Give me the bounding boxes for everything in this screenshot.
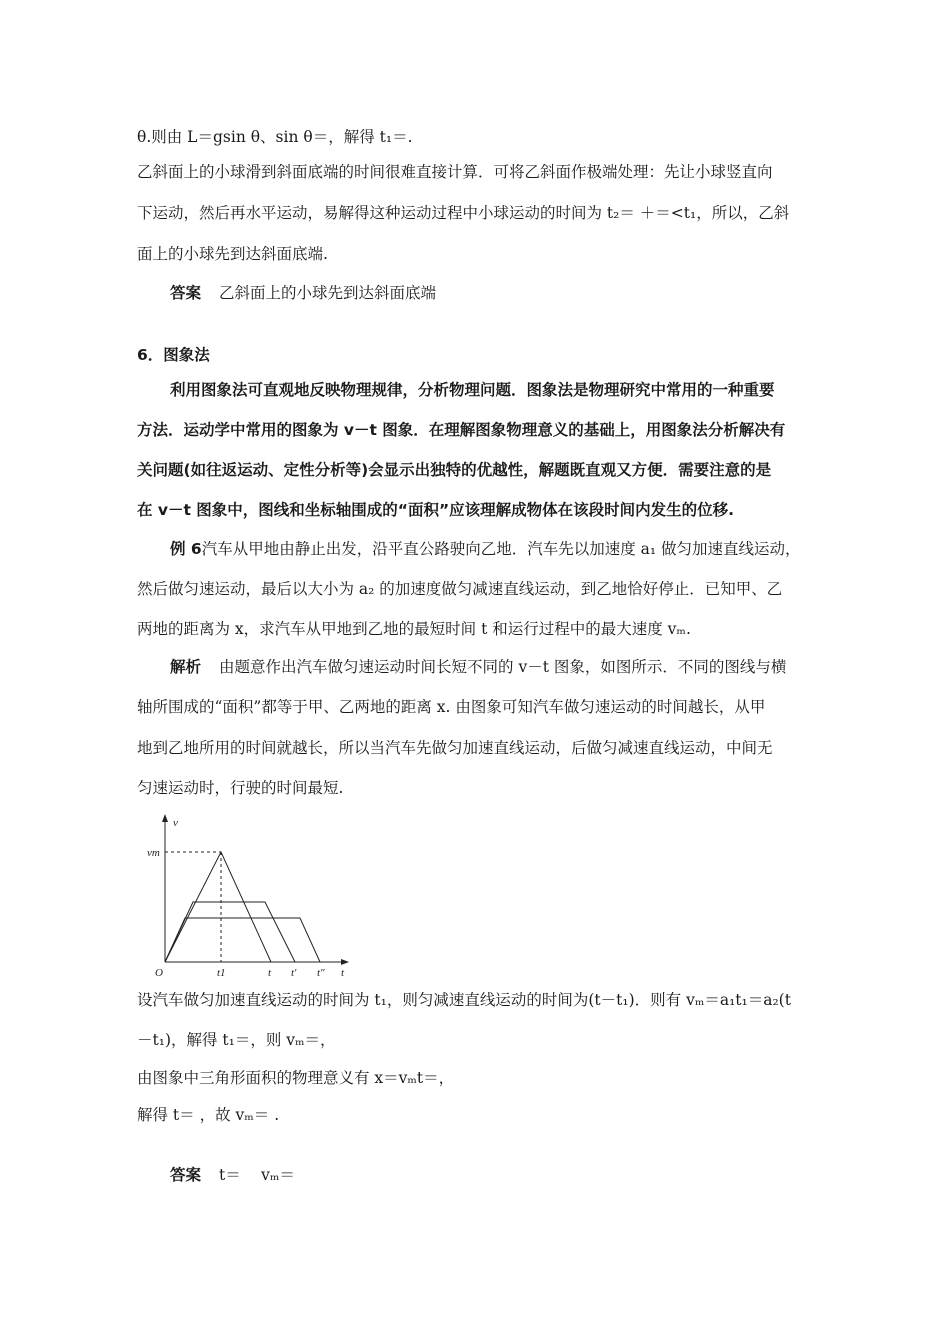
t-dprime-label: t″	[317, 967, 325, 979]
t-prime-label: t′	[291, 967, 297, 979]
t1-label: t1	[217, 967, 226, 979]
answer-line	[170, 283, 436, 303]
trapezoid-graph-2	[165, 918, 320, 962]
analysis-line	[170, 657, 786, 677]
answer-line	[170, 1165, 295, 1185]
answer-text: t＝ vₘ＝	[219, 1166, 295, 1184]
answer-label: 答案	[170, 1166, 202, 1184]
example-text: 汽车从甲地由静止出发，沿平直公路驶向乙地．汽车先以加速度 a₁ 做匀加速直线运动，	[201, 540, 801, 558]
text-line: θ.则由 L＝gsin θ、sin θ＝，解得 t₁＝.	[137, 128, 413, 146]
answer-text: 乙斜面上的小球先到达斜面底端	[219, 284, 437, 302]
origin-label: O	[155, 967, 163, 979]
example-label: 例 6	[170, 540, 202, 558]
answer-label: 答案	[170, 284, 202, 302]
x-axis-label: t	[341, 967, 345, 979]
y-axis-arrow	[162, 814, 168, 822]
intro-line: 关问题(如往返运动、定性分析等)会显示出独特的优越性，解题既直观又方便．需要注意的是	[137, 461, 772, 479]
section-heading: 6．图象法	[137, 346, 210, 364]
text-line: 下运动，然后再水平运动，易解得这种运动过程中小球运动的时间为 t₂＝ ＋＝<t₁，所以，乙斜	[137, 204, 790, 222]
intro-line: 在 v－t 图象中，图线和坐标轴围成的“面积”应该理解成物体在该段时间内发生的位移.	[137, 501, 735, 519]
example-line: 两地的距离为 x，求汽车从甲地到乙地的最短时间 t 和运行过程中的最大速度 vₘ.	[137, 620, 691, 638]
vt-figure	[145, 812, 365, 984]
solution-line: －t₁)，解得 t₁＝，则 vₘ＝，	[137, 1031, 336, 1049]
analysis-text: 由题意作出汽车做匀速运动时间长短不同的 v－t 图象，如图所示．不同的图线与横	[219, 658, 787, 676]
x-axis-arrow	[341, 959, 349, 965]
trapezoid-graph-1	[165, 902, 295, 962]
analysis-line: 轴所围成的“面积”都等于甲、乙两地的距离 x. 由图象可知汽车做匀速运动的时间越长，从甲	[137, 698, 766, 716]
analysis-label: 解析	[170, 658, 202, 676]
text-line: 面上的小球先到达斜面底端.	[137, 245, 328, 263]
triangle-graph	[165, 852, 271, 962]
y-axis-label: v	[173, 817, 178, 829]
analysis-line: 匀速运动时，行驶的时间最短.	[137, 779, 344, 797]
text-line: 乙斜面上的小球滑到斜面底端的时间很难直接计算．可将乙斜面作极端处理：先让小球竖直向	[137, 163, 773, 181]
t-label: t	[268, 967, 272, 979]
analysis-line: 地到乙地所用的时间就越长，所以当汽车先做匀加速直线运动，后做匀减速直线运动，中间无	[137, 739, 773, 757]
example-line: 然后做匀速运动，最后以大小为 a₂ 的加速度做匀减速直线运动，到乙地恰好停止．已知甲、乙	[137, 580, 783, 598]
solution-line: 设汽车做匀加速直线运动的时间为 t₁，则匀减速直线运动的时间为(t－t₁)．则有 vₘ＝a₁t₁＝a₂(t	[137, 991, 791, 1009]
solution-line: 由图象中三角形面积的物理意义有 x＝vₘt＝，	[137, 1069, 455, 1087]
example-line	[170, 539, 801, 559]
vm-label: vm	[147, 847, 160, 859]
solution-line: 解得 t＝ ，故 vₘ＝ .	[137, 1106, 280, 1124]
intro-line: 方法．运动学中常用的图象为 v－t 图象．在理解图象物理意义的基础上，用图象法分析解决有	[137, 421, 786, 439]
intro-line: 利用图象法可直观地反映物理规律，分析物理问题．图象法是物理研究中常用的一种重要	[170, 381, 775, 399]
